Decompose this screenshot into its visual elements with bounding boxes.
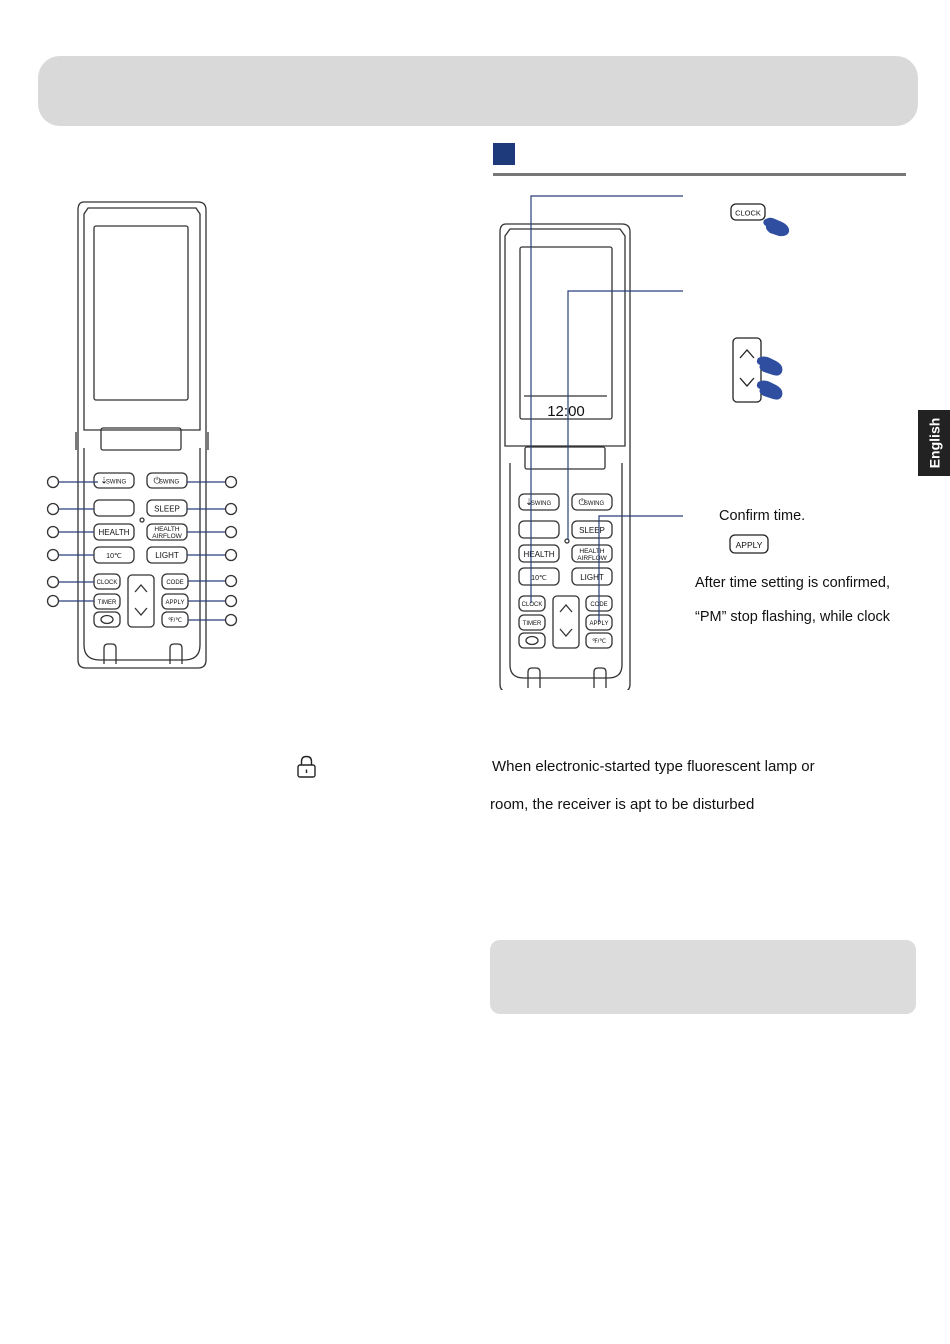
apply-button-step: APPLY — [735, 540, 763, 550]
ten-c-button[interactable]: 10℃ — [106, 553, 122, 560]
swing-label-right: SWING — [158, 479, 180, 486]
light-button[interactable]: LIGHT — [580, 573, 604, 582]
health-button[interactable]: HEALTH — [523, 550, 555, 559]
remote-diagram-left — [30, 195, 260, 675]
note-line-2: room, the receiver is apt to be disturbed — [490, 796, 755, 813]
confirmed-text-2: “PM” stop flashing, while clock — [695, 609, 891, 625]
ten-c-button[interactable]: 10℃ — [531, 575, 547, 582]
section-marker — [493, 143, 515, 165]
code-button[interactable]: CODE — [590, 602, 608, 608]
header-bar — [38, 56, 918, 126]
health-airflow-label-1: HEALTH — [154, 526, 180, 533]
vertical-swing-icon: ⇣ — [525, 497, 533, 507]
horizontal-swing-icon: ⏻ — [578, 497, 586, 507]
timer-button[interactable]: TIMER — [97, 600, 117, 606]
swing-label-left: SWING — [105, 479, 127, 486]
apply-button[interactable]: APPLY — [165, 600, 185, 606]
clock-button[interactable]: CLOCK — [96, 580, 118, 586]
clock-button-step: CLOCK — [735, 208, 761, 218]
step-apply-illustration — [726, 530, 772, 558]
clock-button[interactable]: CLOCK — [521, 602, 543, 608]
light-button[interactable]: LIGHT — [155, 551, 179, 560]
language-label: English — [926, 417, 942, 469]
health-airflow-label-2: AIRFLOW — [577, 555, 607, 562]
confirmed-text-1: After time setting is confirmed, — [695, 575, 891, 591]
vertical-swing-icon: ⇣ — [100, 475, 108, 486]
step-arrows-illustration — [728, 334, 818, 408]
health-button[interactable]: HEALTH — [98, 528, 130, 537]
swing-label-left: SWING — [530, 501, 552, 507]
display-time: 12:00 — [547, 403, 585, 420]
note-line-1: When electronic-started type fluorescent lamp or — [492, 758, 815, 775]
sleep-button[interactable]: SLEEP — [579, 526, 605, 535]
section-divider — [493, 173, 906, 176]
swing-label-right: SWING — [583, 501, 605, 507]
sleep-button[interactable]: SLEEP — [154, 504, 180, 514]
f-c-button[interactable]: ℉/℃ — [591, 639, 607, 645]
apply-button[interactable]: APPLY — [589, 621, 609, 627]
lock-icon — [296, 755, 318, 779]
timer-button[interactable]: TIMER — [522, 621, 542, 627]
step-clock-illustration — [725, 200, 795, 240]
confirm-time-text: Confirm time. — [719, 508, 806, 524]
health-airflow-label-2: AIRFLOW — [152, 533, 182, 540]
language-tab[interactable] — [918, 410, 950, 476]
horizontal-swing-icon: ⏻ — [153, 475, 161, 486]
callout-lines — [520, 185, 690, 625]
code-button[interactable]: CODE — [166, 580, 184, 586]
note-box — [490, 940, 916, 1014]
health-airflow-label-1: HEALTH — [579, 548, 605, 555]
pointing-hand-icon — [763, 218, 789, 236]
f-c-button[interactable]: ℉/℃ — [167, 618, 183, 624]
